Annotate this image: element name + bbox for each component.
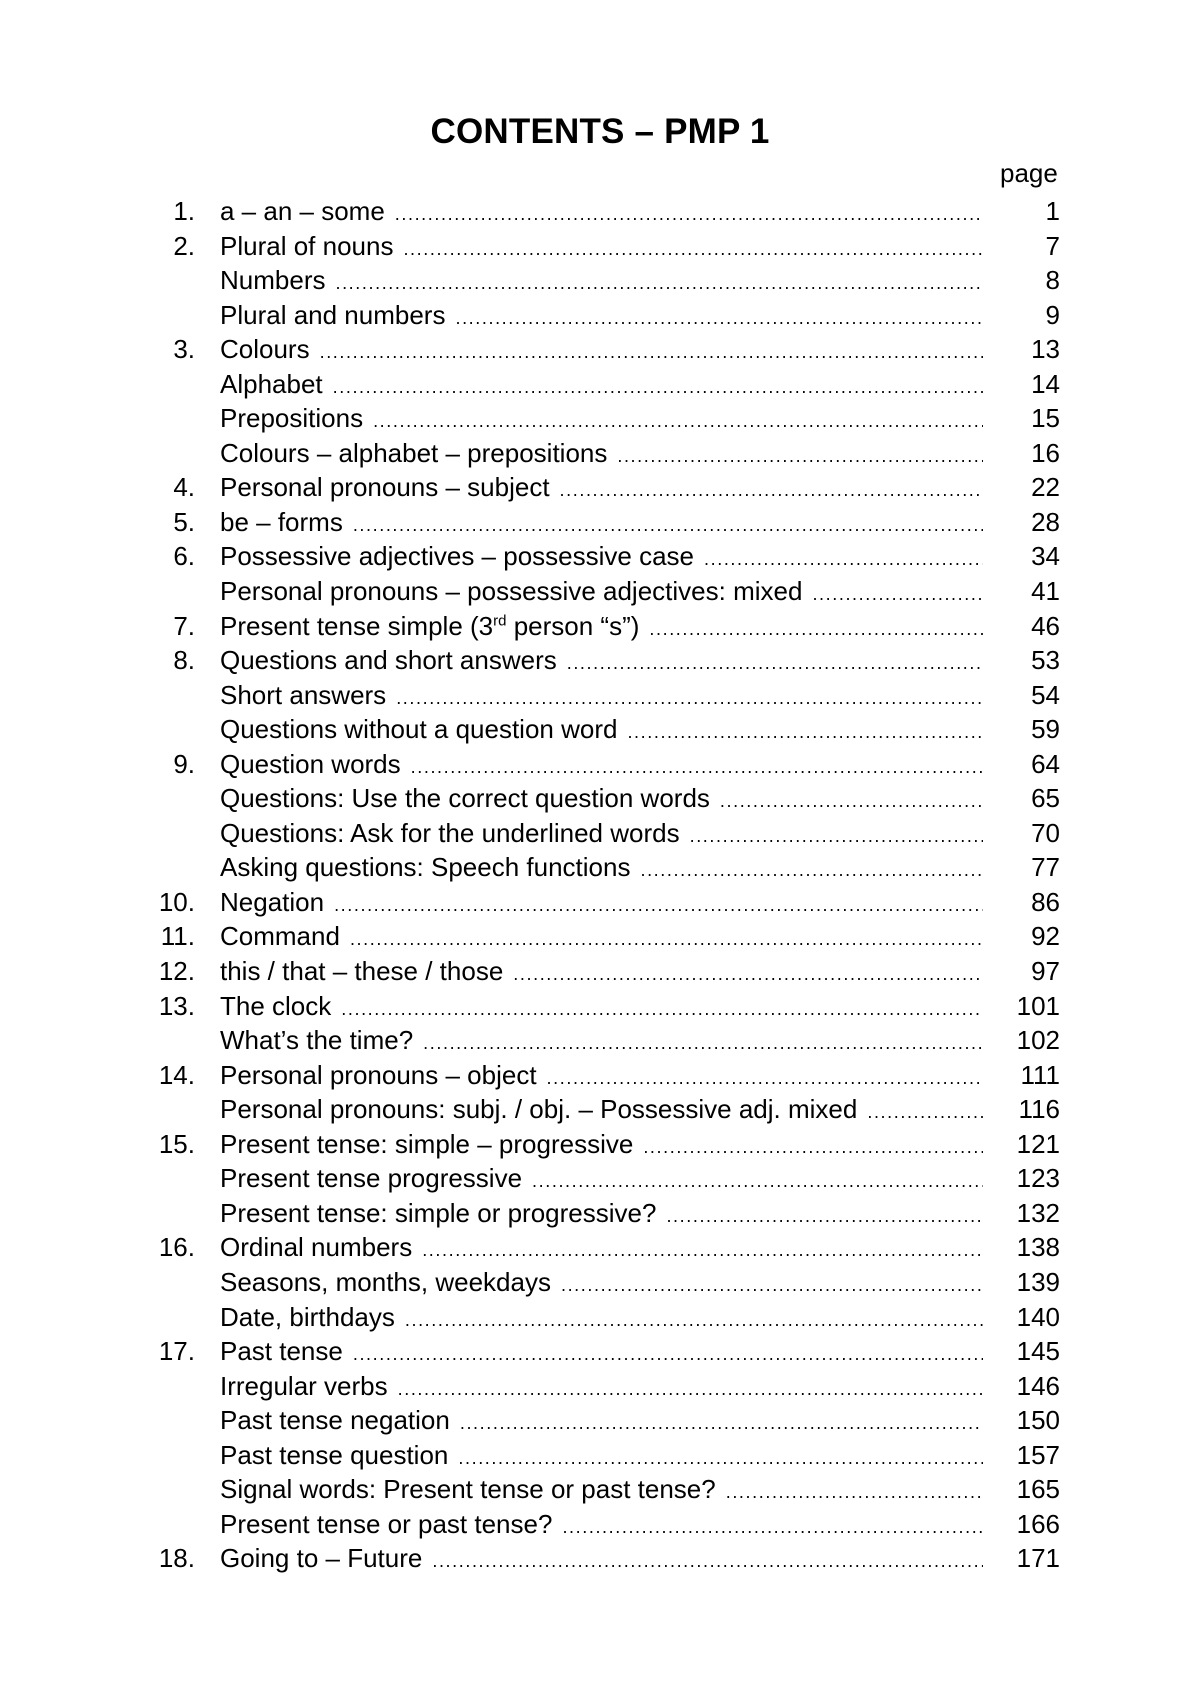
toc-entry-page-number: 150: [1016, 1405, 1060, 1436]
page-title: CONTENTS – PMP 1: [430, 112, 770, 151]
dot-leader: [458, 1441, 983, 1476]
toc-entry-line: [220, 263, 983, 301]
toc-entry: [0, 263, 1200, 298]
dot-leader: [320, 335, 983, 370]
dot-leader: [350, 922, 983, 957]
toc-entry-line: [220, 1300, 983, 1338]
toc-entry-number: 2.: [173, 230, 195, 261]
toc-entry-number: 10.: [158, 886, 195, 917]
toc-entry-title: [220, 1058, 547, 1093]
toc-entry-title: [220, 1541, 432, 1576]
toc-entry-title-text: Personal pronouns – possessive adjectives: mixed: [220, 576, 803, 607]
dot-leader: [720, 784, 983, 819]
toc-entry-line: [220, 678, 983, 716]
toc-entry-title-text: Past tense question: [220, 1439, 449, 1470]
toc-entry-line: [220, 1196, 983, 1234]
toc-entry-page-number: 166: [1016, 1508, 1060, 1539]
dot-leader: [640, 853, 983, 888]
toc-entry-line: [220, 470, 983, 508]
toc-entry: [0, 574, 1200, 609]
toc-entry-title-text: Colours: [220, 334, 310, 365]
toc-entry-title-text: be – forms: [220, 506, 343, 537]
toc-entry-title: [220, 367, 333, 402]
toc-entry-title-text: Numbers: [220, 265, 326, 296]
toc-entry: [0, 1334, 1200, 1369]
toc-entry-page-number: 22: [1031, 472, 1060, 503]
toc-entry-line: [220, 1472, 983, 1510]
toc-entry-title-text: a – an – some: [220, 196, 385, 226]
toc-entry-title-text: Personal pronouns – subject: [220, 472, 550, 503]
dot-leader: [395, 197, 983, 232]
toc-entry-number: 7.: [173, 610, 195, 641]
toc-entry: [0, 1403, 1200, 1438]
toc-entry-line: [220, 1438, 983, 1476]
toc-entry: [0, 298, 1200, 333]
toc-entry-title-text: Command: [220, 921, 340, 952]
toc-entry-number: 14.: [158, 1059, 195, 1090]
toc-entry-line: [220, 1161, 983, 1199]
dot-leader: [532, 1164, 983, 1199]
toc-entry: [0, 816, 1200, 851]
toc-entry-page-number: 97: [1031, 956, 1060, 987]
toc-entry-title-text: Past tense: [220, 1336, 343, 1367]
toc-entry-title: [220, 1161, 532, 1196]
dot-leader: [432, 1544, 983, 1579]
toc-entry-title: [220, 505, 353, 540]
toc-entry-number: 3.: [173, 334, 195, 365]
toc-entry-title: [220, 989, 341, 1024]
toc-entry-title: [220, 1196, 666, 1231]
dot-leader: [690, 819, 983, 854]
toc-entry: [0, 954, 1200, 989]
toc-entry-line: [220, 850, 983, 888]
toc-entry: [0, 1230, 1200, 1265]
toc-entry-line: [220, 1023, 983, 1061]
toc-entry-page-number: 59: [1031, 714, 1060, 745]
toc-entry-line: [220, 436, 983, 474]
toc-entry-number: 6.: [173, 541, 195, 572]
toc-entry-line: [220, 539, 983, 577]
toc-entry-title-text: Personal pronouns – object: [220, 1059, 537, 1090]
toc-entry-title: [220, 1300, 405, 1335]
toc-entry-number: 11.: [160, 921, 195, 952]
toc-entry-line: [220, 1230, 983, 1268]
dot-leader: [513, 957, 983, 992]
toc-entry-page-number: 116: [1018, 1094, 1060, 1125]
toc-entry: [0, 332, 1200, 367]
dot-leader: [460, 1406, 983, 1441]
toc-entry-title: [220, 1023, 423, 1058]
dot-leader: [403, 232, 983, 267]
toc-entry-title: [220, 436, 617, 471]
toc-entry-number: 5.: [173, 506, 195, 537]
toc-entry-number: 8.: [173, 645, 195, 676]
toc-entry-page-number: 54: [1031, 679, 1060, 710]
toc-entry-superscript: rd: [493, 611, 507, 629]
toc-entry-page-number: 14: [1031, 368, 1060, 399]
toc-entry-title-text: Irregular verbs: [220, 1370, 388, 1401]
dot-leader: [335, 266, 983, 301]
toc-entry-line: [220, 194, 983, 232]
toc-entry: [0, 712, 1200, 747]
toc-entry-title-text: Prepositions: [220, 403, 364, 434]
dot-leader: [726, 1475, 983, 1510]
toc-entry: [0, 850, 1200, 885]
toc-entry-line: [220, 1265, 983, 1303]
toc-entry-page-number: 121: [1016, 1128, 1060, 1159]
toc-entry-number: 9.: [173, 748, 195, 779]
toc-entry: [0, 1023, 1200, 1058]
toc-entry-title: [220, 885, 334, 920]
toc-entry: [0, 505, 1200, 540]
toc-entry-number: 17.: [158, 1336, 195, 1367]
toc-entry-number: 13.: [158, 990, 195, 1021]
toc-entry-title: [220, 1334, 353, 1369]
toc-entry-line: [220, 1058, 983, 1096]
dot-leader: [422, 1233, 983, 1268]
toc-entry-page-number: 9: [1045, 299, 1060, 330]
toc-entry-page-number: 165: [1016, 1474, 1060, 1505]
toc-entry: [0, 885, 1200, 920]
toc-entry-title: [220, 401, 373, 436]
toc-entry-page-number: 70: [1031, 817, 1060, 848]
toc-entry: [0, 1161, 1200, 1196]
toc-entry: [0, 401, 1200, 436]
toc-entry-title: [220, 1438, 458, 1473]
toc-entry-line: [220, 229, 983, 267]
dot-leader: [341, 992, 983, 1027]
toc-entry-number: 18.: [158, 1543, 195, 1574]
dot-leader: [455, 301, 983, 336]
toc-entry-title-text: Date, birthdays: [220, 1301, 395, 1332]
toc-entry-title: [220, 643, 567, 678]
toc-entry-page-number: 8: [1045, 265, 1060, 296]
toc-entry: [0, 1507, 1200, 1542]
toc-entry-title-text: Alphabet: [220, 368, 323, 399]
toc-entry: [0, 229, 1200, 264]
toc-entry-title-text-after: person “s”): [506, 610, 640, 641]
toc-entry-line: [220, 367, 983, 405]
toc-entry-title: [220, 1092, 867, 1127]
dot-leader: [627, 715, 983, 750]
toc-entry-title-text: this / that – these / those: [220, 956, 504, 987]
toc-entry-page-number: 157: [1016, 1439, 1060, 1470]
toc-entry-line: [220, 401, 983, 439]
toc-entry-line: [220, 989, 983, 1027]
toc-entry-page-number: 123: [1016, 1163, 1060, 1194]
toc-entry-line: [220, 954, 983, 992]
toc-entry-line: [220, 919, 983, 957]
toc-entry-title: [220, 919, 350, 954]
dot-leader: [405, 1303, 983, 1338]
dot-leader: [423, 1026, 983, 1061]
dot-leader: [334, 888, 983, 923]
toc-entry-line: [220, 712, 983, 750]
toc-entry-title: [220, 1403, 460, 1438]
toc-entry-title-text: Questions: Ask for the underlined words: [220, 817, 680, 848]
toc-entry: [0, 609, 1200, 644]
toc-entry-page-number: 16: [1031, 437, 1060, 468]
toc-entry: [0, 539, 1200, 574]
toc-entry-line: [220, 332, 983, 370]
toc-entry-line: [220, 505, 983, 543]
toc-entry-title-text: Question words: [220, 748, 401, 779]
toc-entry-title: [220, 678, 396, 713]
toc-entry-page-number: 41: [1031, 576, 1060, 607]
toc-entry-line: [220, 816, 983, 854]
toc-entry-line: [220, 1334, 983, 1372]
toc-entry-title: [220, 816, 690, 851]
toc-entry-line: [220, 1092, 983, 1130]
dot-leader: [812, 577, 983, 612]
toc-entry-line: [220, 1369, 983, 1407]
toc-entry-line: [220, 609, 983, 647]
toc-entry-title: [220, 539, 704, 574]
toc-entry-title-text: Seasons, months, weekdays: [220, 1266, 551, 1297]
toc-entry: [0, 1127, 1200, 1162]
toc-entry-title: [220, 194, 395, 229]
dot-leader: [867, 1095, 983, 1130]
toc-entry-title-text: Present tense or past tense?: [220, 1508, 553, 1539]
toc-entry-title-text: The clock: [220, 990, 332, 1021]
toc-entry-title-text: Present tense simple (3: [220, 610, 494, 641]
toc-entry-title: [220, 1230, 422, 1265]
toc-entry-page-number: 46: [1031, 610, 1060, 641]
toc-entry-page-number: 77: [1031, 852, 1060, 883]
toc-entry-title: [220, 263, 335, 298]
toc-entry-title-text: Going to – Future: [220, 1543, 423, 1574]
toc-entry: [0, 1438, 1200, 1473]
toc-entry-page-number: 101: [1016, 990, 1060, 1021]
dot-leader: [617, 439, 983, 474]
page-column-label: page: [1000, 158, 1058, 188]
dot-leader: [353, 508, 983, 543]
toc-entry-line: [220, 747, 983, 785]
toc-entry-title-text: Questions without a question word: [220, 714, 618, 745]
toc-entry-title: [220, 1369, 398, 1404]
dot-leader: [666, 1199, 983, 1234]
toc-entry-title-text: What’s the time?: [220, 1025, 414, 1056]
toc-entry: [0, 747, 1200, 782]
toc-entry-line: [220, 1127, 983, 1165]
toc-entry-page-number: 53: [1031, 645, 1060, 676]
toc-entry-line: [220, 643, 983, 681]
toc-entry-title-text: Personal pronouns: subj. / obj. – Possessive adj. mixed: [220, 1094, 858, 1125]
toc-entry-title-text: Ordinal numbers: [220, 1232, 413, 1263]
toc-entry: [0, 1058, 1200, 1093]
toc-entry-page-number: 65: [1031, 783, 1060, 814]
toc-entry-title-text: Plural of nouns: [220, 230, 394, 261]
toc-entry-title-text: Asking questions: Speech functions: [220, 852, 631, 883]
toc-entry-title: [220, 470, 560, 505]
toc-entry-title-text: Colours – alphabet – prepositions: [220, 437, 608, 468]
toc-entry-number: 15.: [158, 1128, 195, 1159]
toc-entry-page-number: 146: [1016, 1370, 1060, 1401]
toc-entry-title: [220, 781, 720, 816]
toc-entry-line: [220, 298, 983, 336]
toc-entry-number: 4.: [173, 472, 195, 503]
dot-leader: [398, 1372, 983, 1407]
toc-entry-page-number: 34: [1031, 541, 1060, 572]
toc-entry-title: [220, 332, 320, 367]
toc-entry-line: [220, 781, 983, 819]
toc-entry-title-text: Past tense negation: [220, 1405, 450, 1436]
dot-leader: [547, 1061, 983, 1096]
toc-entry-title: [220, 609, 649, 644]
toc-entry: [0, 989, 1200, 1024]
toc-entry-page-number: 102: [1016, 1025, 1060, 1056]
dot-leader: [562, 1510, 983, 1545]
toc-entry-line: [220, 574, 983, 612]
toc-entry: [0, 367, 1200, 402]
toc-entry-page-number: 139: [1016, 1266, 1060, 1297]
dot-leader: [643, 1130, 983, 1165]
toc-entry-title-text: Short answers: [220, 679, 387, 710]
dot-leader: [353, 1337, 983, 1372]
toc-entry-line: [220, 1541, 983, 1579]
dot-leader: [411, 750, 983, 785]
toc-entry-page-number: 15: [1031, 403, 1060, 434]
toc-entry: [0, 1265, 1200, 1300]
toc-entry: [0, 678, 1200, 713]
toc-entry-page-number: 111: [1020, 1059, 1060, 1090]
toc-entry-title: [220, 1472, 726, 1507]
toc-entry-title-text: Present tense: simple or progressive?: [220, 1197, 657, 1228]
toc-entry-title: [220, 954, 513, 989]
dot-leader: [373, 404, 983, 439]
toc-entry-page-number: 138: [1016, 1232, 1060, 1263]
toc-entry-title: [220, 229, 403, 264]
toc-entry-page-number: 28: [1031, 506, 1060, 537]
toc-entry-page-number: 132: [1016, 1197, 1060, 1228]
toc-entry-title: [220, 574, 812, 609]
toc-entry-title-text: Questions: Use the correct question words: [220, 783, 710, 814]
dot-leader: [560, 473, 983, 508]
toc-entry: [0, 1472, 1200, 1507]
toc-entry-number: 12.: [158, 956, 195, 987]
table-of-contents: [0, 194, 1200, 1576]
toc-entry-title-text: Signal words: Present tense or past tense?: [220, 1474, 716, 1505]
toc-entry: [0, 1541, 1200, 1576]
toc-entry: [0, 436, 1200, 471]
toc-entry-page-number: 7: [1045, 230, 1060, 261]
toc-entry-page-number: 64: [1031, 748, 1060, 779]
toc-entry: [0, 781, 1200, 816]
toc-entry-page-number: 145: [1016, 1336, 1060, 1367]
toc-entry: [0, 470, 1200, 505]
toc-entry-page-number: 1: [1045, 196, 1060, 226]
toc-entry-page-number: 86: [1031, 886, 1060, 917]
toc-entry-line: [220, 885, 983, 923]
toc-entry-title: [220, 298, 455, 333]
toc-entry-title-text: Present tense: simple – progressive: [220, 1128, 634, 1159]
toc-entry: [0, 1092, 1200, 1127]
dot-leader: [649, 612, 983, 647]
toc-entry: [0, 919, 1200, 954]
toc-entry-page-number: 92: [1031, 921, 1060, 952]
toc-entry: [0, 1369, 1200, 1404]
toc-entry: [0, 643, 1200, 678]
toc-entry-page-number: 140: [1016, 1301, 1060, 1332]
toc-entry-line: [220, 1507, 983, 1545]
toc-entry-title: [220, 712, 627, 747]
toc-entry-title: [220, 1507, 562, 1542]
toc-entry: [0, 194, 1200, 229]
dot-leader: [396, 681, 983, 716]
toc-entry: [0, 1196, 1200, 1231]
toc-entry-title-text: Questions and short answers: [220, 645, 557, 676]
toc-entry-title: [220, 747, 411, 782]
dot-leader: [704, 542, 983, 577]
dot-leader: [333, 370, 983, 405]
toc-entry-title: [220, 1265, 561, 1300]
toc-entry-number: 1.: [173, 196, 195, 226]
toc-entry-page-number: 171: [1016, 1543, 1060, 1574]
toc-entry-line: [220, 1403, 983, 1441]
toc-entry-title: [220, 1127, 643, 1162]
toc-entry-title-text: Possessive adjectives – possessive case: [220, 541, 695, 572]
toc-entry-title-text: Negation: [220, 886, 325, 917]
toc-entry-number: 16.: [158, 1232, 195, 1263]
toc-entry-page-number: 13: [1031, 334, 1060, 365]
toc-entry-title: [220, 850, 640, 885]
toc-entry-title-text: Plural and numbers: [220, 299, 446, 330]
dot-leader: [561, 1268, 983, 1303]
toc-entry: [0, 1300, 1200, 1335]
toc-entry-title-text: Present tense progressive: [220, 1163, 523, 1194]
dot-leader: [567, 646, 983, 681]
